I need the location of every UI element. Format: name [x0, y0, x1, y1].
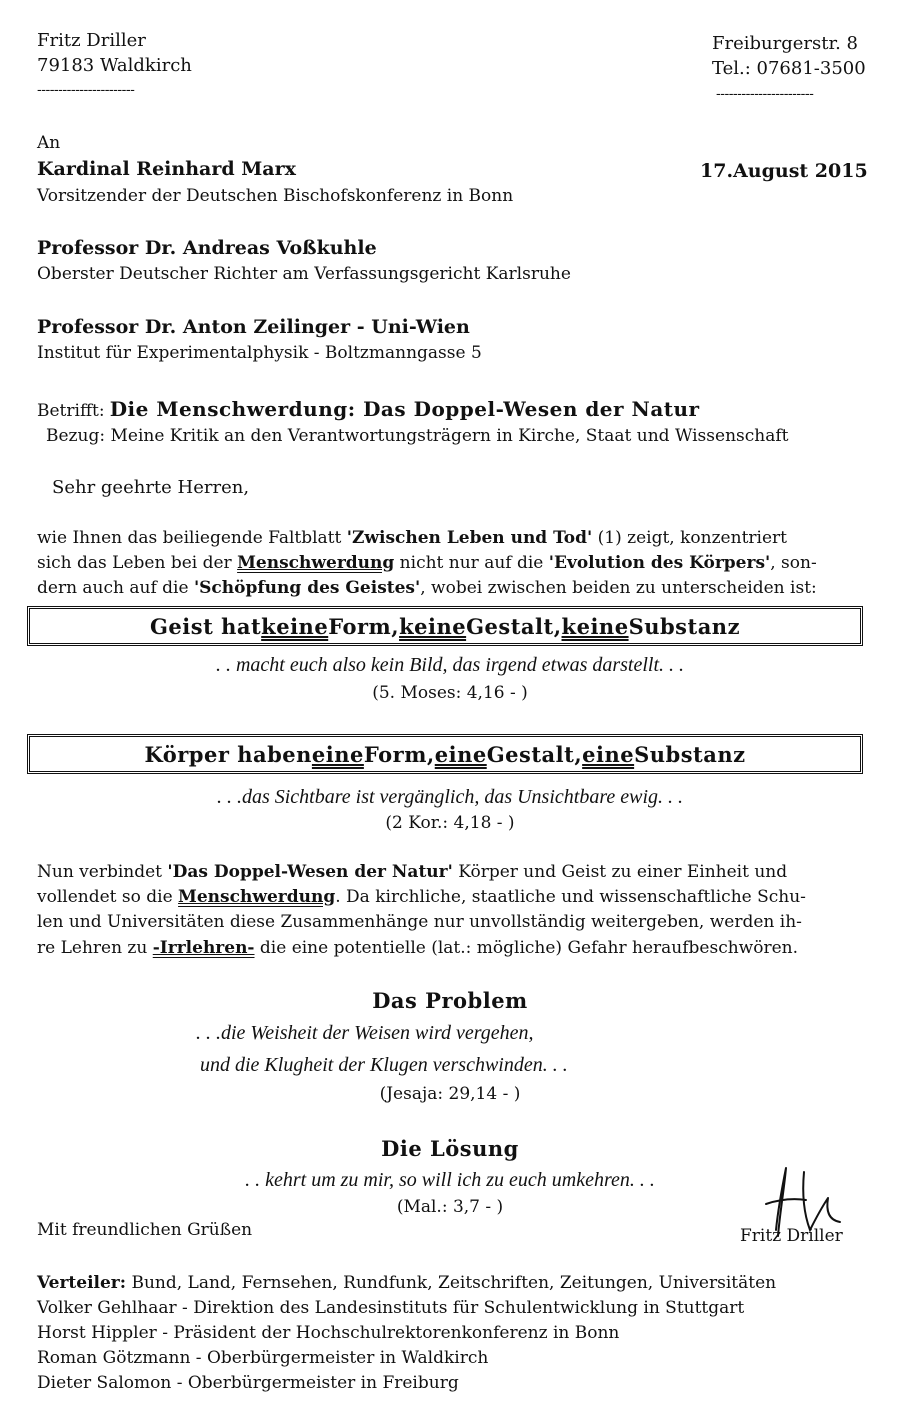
sender-phone: Tel.: 07681-3500: [712, 58, 866, 79]
problem-heading: Das Problem: [372, 988, 528, 1013]
para2-text: die eine potentielle (lat.: mögliche) Gefahr heraufbeschwören.: [254, 938, 798, 958]
box1-text: Form,: [328, 613, 400, 639]
leaflet-title: 'Zwischen Leben und Tod': [346, 528, 593, 548]
box2-text: Substanz: [634, 741, 746, 767]
quote-moses: . . macht euch also kein Bild, das irgend etwas darstellt. . .: [215, 654, 685, 676]
distribution-line3: Horst Hippler - Präsident der Hochschulrektorenkonferenz in Bonn: [37, 1323, 620, 1343]
para1-text: , wobei zwischen beiden zu unterscheiden ist:: [420, 578, 817, 598]
box2-keyword: eine: [582, 741, 635, 767]
to-label: An: [37, 133, 61, 153]
solution-heading: Die Lösung: [381, 1136, 519, 1161]
box2-keyword: eine: [311, 741, 364, 767]
box2-keyword: eine: [434, 741, 487, 767]
distribution-label: Verteiler:: [37, 1273, 127, 1293]
para2-text: Nun verbindet: [37, 862, 168, 882]
para1-text: wie Ihnen das beiliegende Faltblatt: [37, 528, 347, 548]
phrase-schoepfung: 'Schöpfung des Geistes': [193, 578, 421, 598]
box-koerper: [27, 734, 863, 774]
cite-moses: (5. Moses: 4,16 - ): [372, 683, 528, 703]
para2-text: . Da kirchliche, staatliche und wissenschaftliche Schu-: [335, 887, 806, 907]
para2-line1: [37, 862, 787, 882]
box1-keyword: keine: [399, 613, 467, 639]
cite-korinther: (2 Kor.: 4,18 - ): [385, 813, 515, 833]
recipient-3-name: Professor Dr. Anton Zeilinger - Uni-Wien: [37, 316, 470, 338]
distribution-line1: [37, 1273, 776, 1293]
box1-keyword: keine: [561, 613, 629, 639]
para1-line2: [37, 553, 817, 573]
closing: Mit freundlichen Grüßen: [37, 1220, 253, 1240]
box1-text: Geist hat: [149, 613, 262, 639]
phrase-doppel-wesen: 'Das Doppel-Wesen der Natur': [167, 862, 453, 882]
para2-line4: [37, 938, 798, 958]
recipient-1-role: Vorsitzender der Deutschen Bischofskonferenz in Bonn: [37, 186, 514, 206]
recipient-2-role: Oberster Deutscher Richter am Verfassungsgericht Karlsruhe: [37, 264, 571, 284]
recipient-2-name: Professor Dr. Andreas Voßkuhle: [37, 237, 377, 259]
problem-quote-line1: . . .die Weisheit der Weisen wird vergehen,: [196, 1022, 534, 1044]
box1-keyword: keine: [261, 613, 329, 639]
distribution-text: Bund, Land, Fernsehen, Rundfunk, Zeitschriften, Zeitungen, Universitäten: [126, 1273, 777, 1293]
box2-text: Gestalt,: [486, 741, 583, 767]
para2-line2: [37, 887, 806, 907]
sender-rule-left: -----------------------: [37, 82, 135, 98]
subject-title: Die Menschwerdung: Das Doppel-Wesen der Natur: [109, 397, 700, 421]
para1-text: nicht nur auf die: [394, 553, 549, 573]
para1-line1: [37, 528, 787, 548]
keyword-menschwerdung: Menschwerdung: [178, 887, 336, 907]
para1-line3: [37, 578, 817, 598]
para1-text: (1) zeigt, konzentriert: [592, 528, 787, 548]
solution-cite: (Mal.: 3,7 - ): [396, 1197, 504, 1217]
distribution-line5: Dieter Salomon - Oberbürgermeister in Freiburg: [37, 1373, 459, 1393]
keyword-irrlehren: -Irrlehren-: [152, 938, 255, 958]
subject-line: [37, 397, 700, 421]
box2-text: Körper haben: [144, 741, 312, 767]
keyword-menschwerdung: Menschwerdung: [237, 553, 395, 573]
para2-line3: len und Universitäten diese Zusammenhänge nur unvollständig weitergeben, werden ih-: [37, 912, 802, 932]
para1-text: dern auch auf die: [37, 578, 194, 598]
problem-cite: (Jesaja: 29,14 - ): [379, 1084, 521, 1104]
sender-street: Freiburgerstr. 8: [712, 33, 858, 54]
salutation: Sehr geehrte Herren,: [52, 477, 250, 498]
subject-reference: Bezug: Meine Kritik an den Verantwortungsträgern in Kirche, Staat und Wissenschaft: [46, 426, 789, 446]
box2-text: Form,: [363, 741, 435, 767]
problem-quote-line2: und die Klugheit der Klugen verschwinden. . .: [200, 1054, 568, 1076]
distribution-line4: Roman Götzmann - Oberbürgermeister in Waldkirch: [37, 1348, 489, 1368]
para2-text: vollendet so die: [37, 887, 179, 907]
letter-date: 17.August 2015: [700, 160, 868, 182]
distribution-line2: Volker Gehlhaar - Direktion des Landesinstituts für Schulentwicklung in Stuttgart: [37, 1298, 745, 1318]
para1-text: , son-: [770, 553, 817, 573]
subject-label: Betrifft:: [37, 401, 105, 421]
box1-text: Gestalt,: [466, 613, 562, 639]
signature-name: Fritz Driller: [740, 1226, 843, 1246]
para2-text: Körper und Geist zu einer Einheit und: [452, 862, 788, 882]
recipient-3-role: Institut für Experimentalphysik - Boltzmanngasse 5: [37, 343, 482, 363]
sender-rule-right: -----------------------: [716, 86, 814, 102]
box1-text: Substanz: [628, 613, 741, 639]
quote-korinther: . . .das Sichtbare ist vergänglich, das Unsichtbare ewig. . .: [216, 786, 684, 808]
solution-quote: . . kehrt um zu mir, so will ich zu euch umkehren. . .: [245, 1169, 655, 1191]
para1-text: sich das Leben bei der: [37, 553, 238, 573]
phrase-evolution: 'Evolution des Körpers': [548, 553, 771, 573]
para2-text: re Lehren zu: [37, 938, 153, 958]
sender-city: 79183 Waldkirch: [37, 55, 192, 76]
sender-name: Fritz Driller: [37, 30, 146, 51]
box-geist: [27, 606, 863, 646]
recipient-1-name: Kardinal Reinhard Marx: [37, 158, 296, 180]
